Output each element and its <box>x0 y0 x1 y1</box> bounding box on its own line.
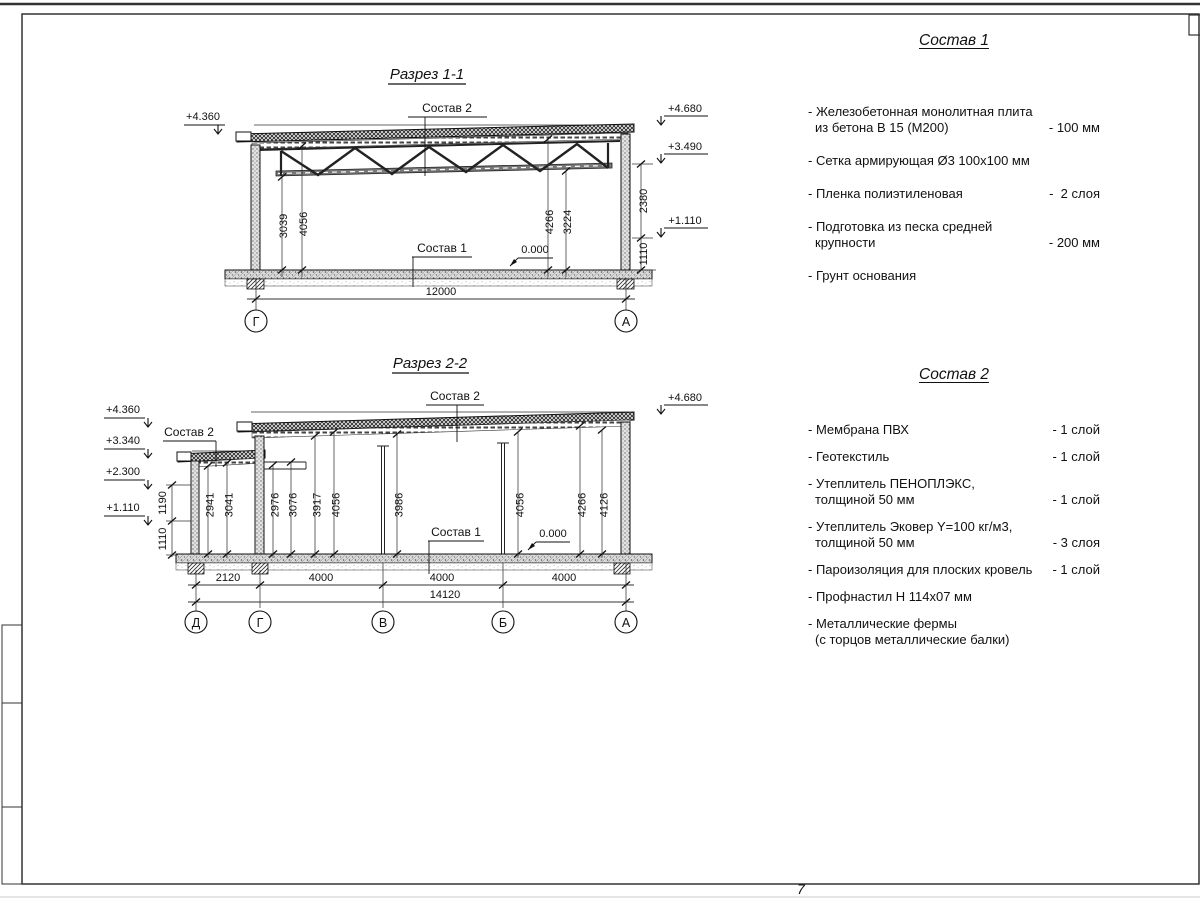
dim-label: 4056 <box>298 211 310 237</box>
section-1-1-title: Разрез 1-1 <box>389 66 465 83</box>
svg-text:Состав 1: Состав 1 <box>431 525 481 539</box>
sostav1-title: Состав 1 <box>919 32 989 49</box>
list-item: - Грунт основания <box>808 268 917 283</box>
dim-label: 3986 <box>393 492 406 518</box>
dims-side-2-2 <box>166 485 191 557</box>
svg-text:+4.360: +4.360 <box>106 404 140 416</box>
dim-label: 2941 <box>204 492 217 518</box>
dim-total-label: 12000 <box>425 286 457 298</box>
list-item: - Утеплитель ПЕНОПЛЭКС, толщиной 50 мм - 1 слой <box>808 476 1100 507</box>
svg-text:Состав 1: Состав 1 <box>417 241 467 255</box>
list-item: - Мембрана ПВХ - 1 слой <box>808 422 1100 437</box>
wall-left-1-1 <box>251 145 260 271</box>
dim-label: 4056 <box>514 492 527 518</box>
sostav2-title: Состав 2 <box>919 366 989 383</box>
sheet-page-mark: 7 <box>797 881 805 897</box>
list-item: - Железобетонная монолитная плита из бетона В 15 (М200) - 100 мм <box>808 104 1100 135</box>
list-item: - Подготовка из песка средней крупности - 200 мм <box>808 219 1100 250</box>
dim-label: 3224 <box>562 209 574 235</box>
elevation-right-1-1 <box>657 103 708 237</box>
list-item: - Утеплитель Эковер Y=100 кг/м3, толщиной 50 мм - 3 слоя <box>808 519 1100 550</box>
svg-text:Состав 2: Состав 2 <box>422 101 472 115</box>
section-2-2-title: Разрез 2-2 <box>392 355 468 372</box>
level-zero-1-1 <box>510 244 553 266</box>
dim-label: 3917 <box>311 492 324 518</box>
sostav1-panel <box>808 32 1100 301</box>
svg-text:+3.490: +3.490 <box>668 141 702 153</box>
svg-text:+2.300: +2.300 <box>106 466 140 478</box>
dim-label: 2120 <box>215 572 241 584</box>
main-roof-2-2 <box>237 412 634 438</box>
dim-total-label: 14120 <box>429 589 461 601</box>
axis-bubbles-2-2 <box>185 611 637 633</box>
dim-label: 1110 <box>638 242 650 266</box>
svg-text:0.000: 0.000 <box>521 244 549 256</box>
axis-bubbles-1-1 <box>245 310 637 332</box>
wall-right-1-1 <box>621 134 630 271</box>
axis-label: В <box>378 616 388 630</box>
dim-label: 4266 <box>576 492 589 518</box>
sostav2-panel <box>808 366 1100 659</box>
dim-label: 1190 <box>157 491 169 515</box>
elevations-left-2-2 <box>104 404 152 525</box>
section-1-1 <box>184 66 708 332</box>
list-item: - Металлические фермы (с торцов металлические балки) <box>808 616 1010 647</box>
svg-text:+1.110: +1.110 <box>668 215 702 227</box>
svg-text:+4.680: +4.680 <box>668 103 702 115</box>
elevation-right-2-2 <box>657 392 708 414</box>
wall-axis-d-2-2 <box>191 461 199 555</box>
list-item: - Пароизоляция для плоских кровель - 1 слой <box>808 562 1100 577</box>
dim-label: 2976 <box>269 492 282 518</box>
dim-label: 3039 <box>278 213 290 239</box>
dim-label: 4000 <box>429 572 455 584</box>
svg-text:+4.680: +4.680 <box>668 392 702 404</box>
annex-roof-2-2 <box>177 450 265 467</box>
dim-label: 1110 <box>157 527 169 551</box>
floor-2-2 <box>176 554 652 574</box>
axis-label: Г <box>252 315 260 329</box>
list-item: - Сетка армирующая Ø3 100x100 мм <box>808 153 1030 168</box>
level-zero-2-2 <box>528 528 570 550</box>
axis-label: Г <box>256 616 264 630</box>
dim-label: 2380 <box>638 188 650 214</box>
axis-label: А <box>621 315 631 329</box>
axis-label: Б <box>498 616 508 630</box>
axis-label: Д <box>191 616 201 630</box>
svg-text:+4.360: +4.360 <box>186 111 220 123</box>
dim-label: 4000 <box>308 572 334 584</box>
dim-label: 4126 <box>598 492 611 518</box>
svg-text:Состав 2: Состав 2 <box>430 389 480 403</box>
wall-axis-a-2-2 <box>621 422 630 555</box>
list-item: - Геотекстиль - 1 слой <box>808 449 1100 464</box>
wall-axis-g-2-2 <box>255 436 264 555</box>
svg-text:+1.110: +1.110 <box>106 502 140 514</box>
section-2-2 <box>104 355 708 633</box>
svg-text:+3.340: +3.340 <box>106 435 140 447</box>
list-item: - Пленка полиэтиленовая - 2 слоя <box>808 186 1100 201</box>
axis-label: А <box>621 616 631 630</box>
svg-text:0.000: 0.000 <box>539 528 567 540</box>
elevation-left-1-1 <box>184 111 225 134</box>
dim-label: 4266 <box>544 209 556 235</box>
list-item: - Профнастил Н 114x07 мм <box>808 589 972 604</box>
dim-label: 3041 <box>223 492 236 518</box>
dim-label: 4000 <box>551 572 577 584</box>
dim-label: 3076 <box>287 492 300 518</box>
svg-text:Состав 2: Состав 2 <box>164 425 214 439</box>
leader-sostav2-main <box>426 389 484 442</box>
dim-label: 4056 <box>330 492 343 518</box>
